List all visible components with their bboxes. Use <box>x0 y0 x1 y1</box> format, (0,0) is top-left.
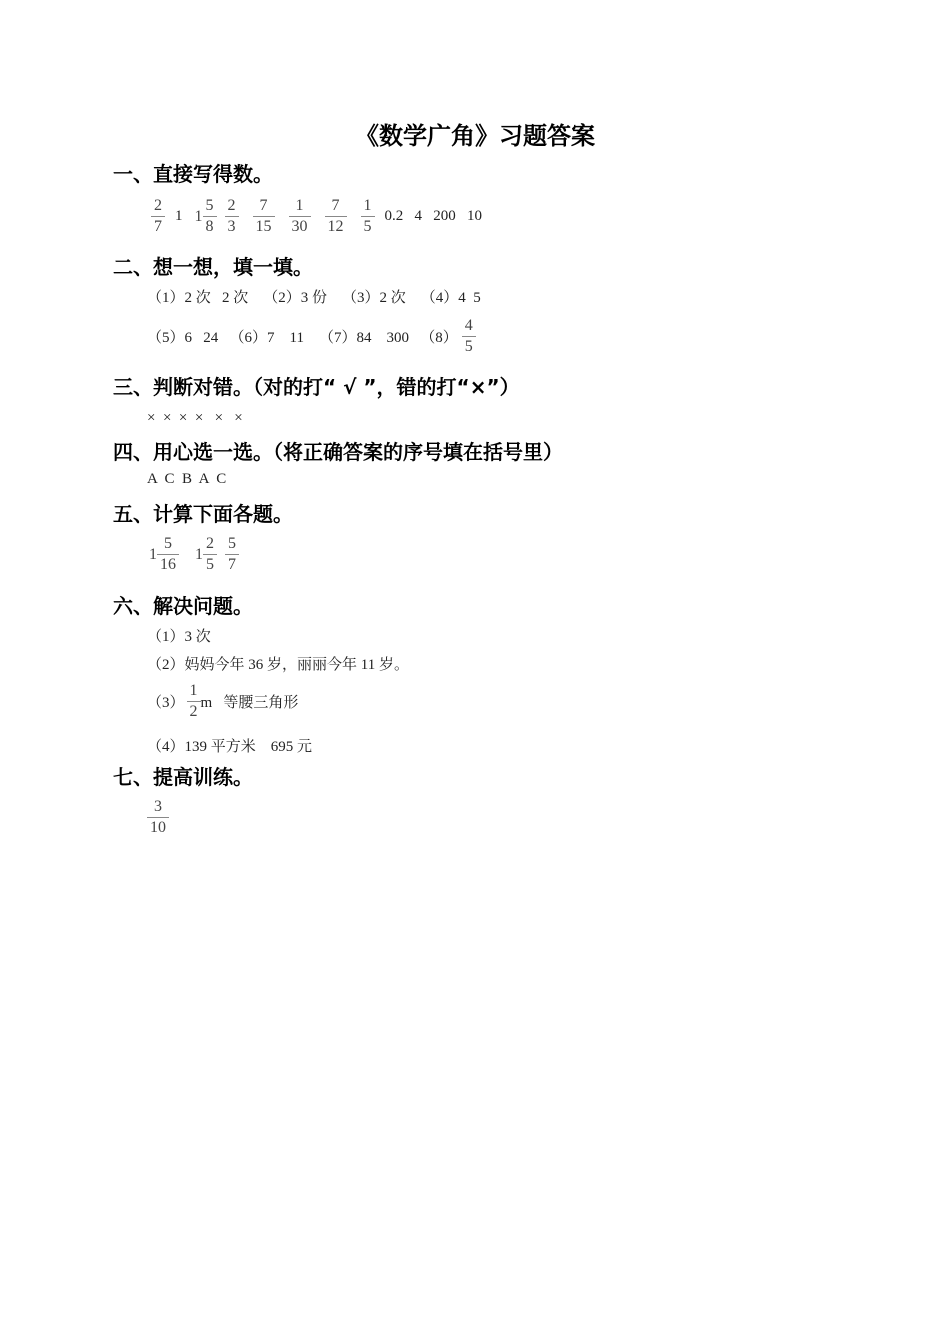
section-6-answer-1: （1）3 次 <box>147 629 211 645</box>
section-7-heading: 七、提高训练。 <box>113 765 253 789</box>
fraction: $\frac{2}{5}$ <box>203 534 217 575</box>
fraction: $\frac{3}{10}$ <box>147 797 169 838</box>
answer-value: 1 <box>175 208 183 224</box>
fraction: $\frac{5}{7}$ <box>225 534 239 575</box>
section-5-heading: 五、计算下面各题。 <box>113 502 293 526</box>
fraction: $\frac{7}{12}$ <box>325 196 347 237</box>
section-2-heading: 二、想一想，填一填。 <box>113 255 313 279</box>
fraction: $\frac{2}{7}$ <box>151 196 165 237</box>
section-3-heading: 三、判断对错。（对的打“ √ ”，错的打“×”） <box>113 375 520 399</box>
section-3-answers: × × × × × × <box>147 410 243 426</box>
section-6-heading: 六、解决问题。 <box>113 594 253 618</box>
section-6-answer-3 <box>147 681 298 722</box>
fraction: $\frac{4}{5}$ <box>462 316 476 357</box>
fraction: $\frac{5}{16}$ <box>157 534 179 575</box>
fraction: $\frac{1}{2}$ <box>187 681 201 722</box>
fraction: $\frac{1}{5}$ <box>361 196 375 237</box>
answer-values: （5）6 24 （6）7 11 （7）84 300 （8） <box>147 330 458 346</box>
fraction: $\frac{2}{3}$ <box>225 196 239 237</box>
mixed-whole: 1 <box>194 207 203 225</box>
mixed-whole: 1 <box>195 545 203 563</box>
page-title: 《数学广角》习题答案 <box>355 122 595 150</box>
answer-prefix: （3） <box>147 695 185 711</box>
section-4-answers: A C B A C <box>147 471 227 487</box>
fraction: $\frac{7}{15}$ <box>253 196 275 237</box>
section-6-answer-4: （4）139 平方米 695 元 <box>147 739 313 755</box>
section-1-heading: 一、直接写得数。 <box>113 162 273 186</box>
section-2-row-1: （1）2 次 2 次 （2）3 份 （3）2 次 （4）4 5 <box>147 290 481 306</box>
answer-suffix: m 等腰三角形 <box>200 695 299 711</box>
fraction: $\frac{1}{30}$ <box>289 196 311 237</box>
fraction: $\frac{5}{8}$ <box>203 196 217 237</box>
section-7-answers <box>147 797 173 838</box>
section-5-answers <box>147 534 243 575</box>
section-1-answers <box>147 196 482 237</box>
answer-values: 0.2 4 200 10 <box>384 208 482 224</box>
section-6-answer-2: （2）妈妈今年 36 岁，丽丽今年 11 岁。 <box>147 657 409 673</box>
mixed-whole: 1 <box>149 545 157 563</box>
section-4-heading: 四、用心选一选。（将正确答案的序号填在括号里） <box>113 440 563 464</box>
section-2-row-2 <box>147 316 480 357</box>
